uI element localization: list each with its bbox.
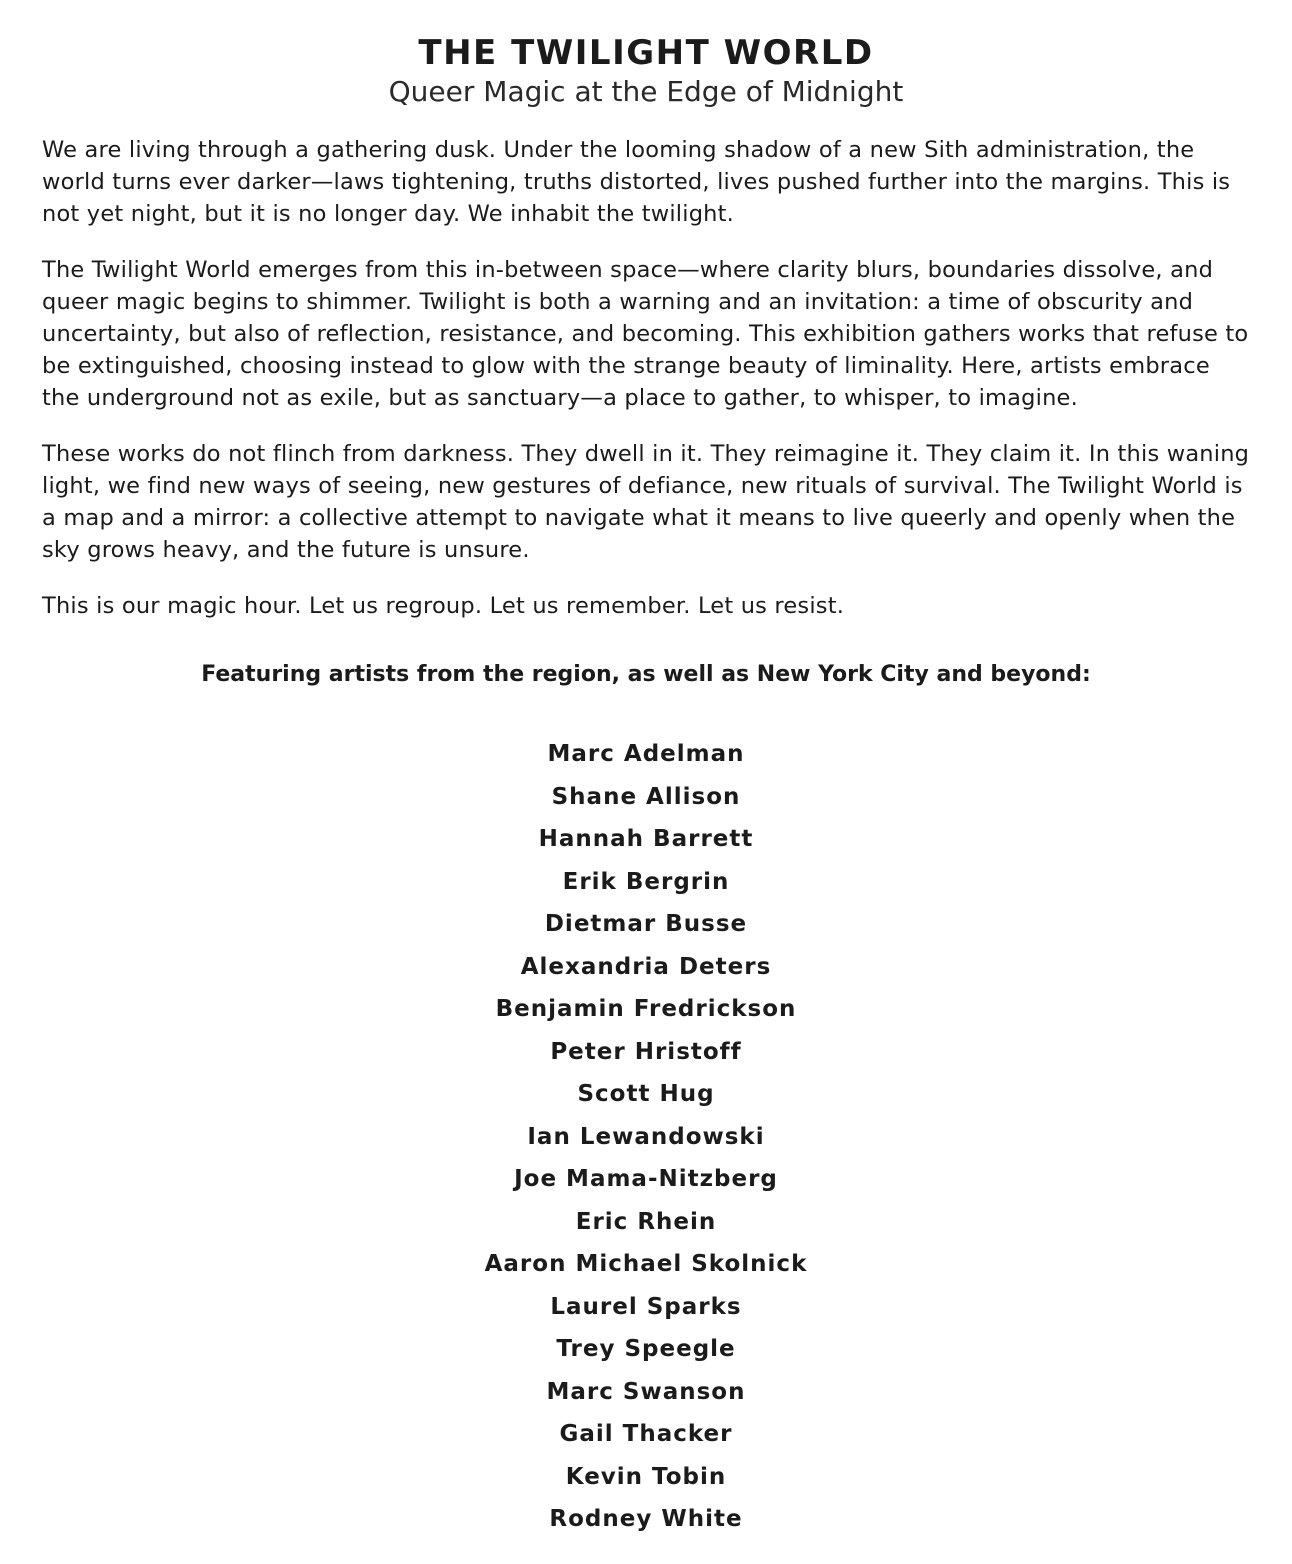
artist-name: Joe Mama-Nitzberg: [514, 1166, 778, 1192]
artist-name: Kevin Tobin: [565, 1463, 727, 1490]
artist-name: Marc Swanson: [546, 1378, 746, 1405]
artist-name: Trey Speegle: [556, 1336, 736, 1362]
artist-name: Ian Lewandowski: [527, 1123, 765, 1150]
artist-name: Shane Allison: [551, 783, 741, 810]
page-subtitle: Queer Magic at the Edge of Midnight: [388, 75, 904, 108]
artist-name: Gail Thacker: [559, 1421, 733, 1447]
artist-name: Laurel Sparks: [550, 1293, 742, 1320]
artist-name: Marc Adelman: [547, 741, 745, 767]
artist-name: Rodney White: [549, 1506, 743, 1532]
darkness-paragraph: These works do not flinch from darkness. They dwell in it. They reimagine it. They claim it. In this waning light, we find new ways of seeing, new gestures of defiance, new rituals of survival. The Twilight World is a map and a mirror: a collective attempt to navigate what it means to live queerly and openly when the sky grows heavy, and the future is unsure.: [42, 441, 1250, 563]
artist-name: Erik Bergrin: [562, 868, 730, 895]
artist-name: Alexandria Deters: [520, 953, 772, 980]
artist-name: Aaron Michael Skolnick: [484, 1251, 808, 1277]
artist-name: Eric Rhein: [575, 1208, 717, 1235]
artist-name: Dietmar Busse: [544, 911, 748, 937]
artist-name: Benjamin Fredrickson: [495, 996, 797, 1022]
intro-paragraph: We are living through a gathering dusk. Under the looming shadow of a new Sith administration, the world turns ever darker—laws tightening, truths distorted, lives pushed further into the margins. This is not yet night, but it is no longer day. We inhabit the twilight.: [42, 137, 1231, 227]
closing-paragraph: This is our magic hour. Let us regroup. Let us remember. Let us resist.: [42, 593, 845, 619]
featuring-heading: Featuring artists from the region, as well as New York City and beyond:: [201, 662, 1091, 687]
artist-name: Scott Hug: [577, 1081, 715, 1107]
artist-list: [42, 733, 1250, 1541]
description-paragraph: The Twilight World emerges from this in-between space—where clarity blurs, boundaries dissolve, and queer magic begins to shimmer. Twilight is both a warning and an invitation: a time of obscurity and uncertainty, but also of reflection, resistance, and becoming. This exhibition gathers works that refuse to be extinguished, choosing instead to glow with the strange beauty of liminality. Here, artists embrace the underground not as exile, but as sanctuary—a place to gather, to whisper, to imagine.: [42, 257, 1249, 411]
page-title: THE TWILIGHT WORLD: [418, 33, 874, 73]
artist-name: Peter Hristoff: [550, 1038, 742, 1065]
artist-name: Hannah Barrett: [538, 826, 754, 852]
